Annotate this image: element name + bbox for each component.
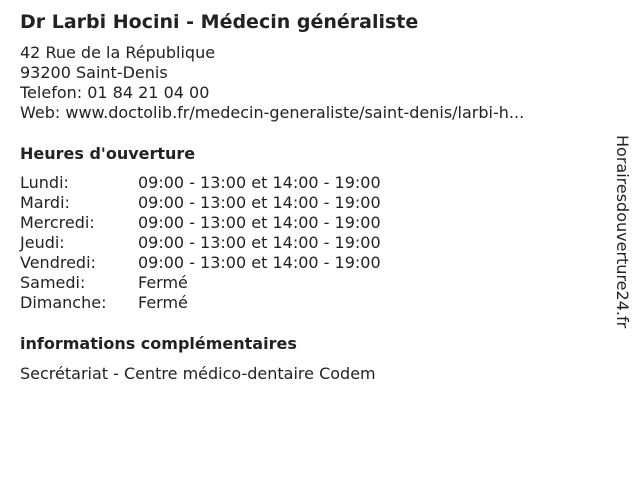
hours-row-sunday: [20, 293, 381, 313]
additional-info-text: Secrétariat - Centre médico-dentaire Codem: [20, 364, 376, 383]
day-label: Jeudi:: [20, 233, 65, 252]
page-title: Dr Larbi Hocini - Médecin généraliste: [20, 11, 419, 33]
day-label: Vendredi:: [20, 253, 96, 272]
day-label: Samedi:: [20, 273, 86, 292]
time-value: 09:00 - 13:00 et 14:00 - 19:00: [138, 253, 381, 272]
opening-hours-heading: Heures d'ouverture: [20, 144, 196, 163]
address-block: [20, 43, 524, 123]
hours-row-monday: [20, 173, 381, 193]
hours-row-friday: [20, 253, 381, 273]
time-value: 09:00 - 13:00 et 14:00 - 19:00: [138, 173, 381, 192]
time-value: Fermé: [138, 293, 188, 312]
day-label: Mercredi:: [20, 213, 95, 232]
day-label: Dimanche:: [20, 293, 107, 312]
time-value: Fermé: [138, 273, 188, 292]
time-value: 09:00 - 13:00 et 14:00 - 19:00: [138, 193, 381, 212]
additional-info-heading: informations complémentaires: [20, 334, 297, 353]
opening-hours-table: [20, 173, 381, 313]
hours-row-saturday: [20, 273, 381, 293]
street-address: 42 Rue de la République: [20, 43, 216, 62]
day-label: Lundi:: [20, 173, 69, 192]
site-watermark: Horairesdouverture24.fr: [613, 135, 632, 329]
hours-row-wednesday: [20, 213, 381, 233]
hours-row-thursday: [20, 233, 381, 253]
hours-row-tuesday: [20, 193, 381, 213]
phone-number: Telefon: 01 84 21 04 00: [20, 83, 210, 102]
city-address: 93200 Saint-Denis: [20, 63, 168, 82]
website-link[interactable]: Web: www.doctolib.fr/medecin-generaliste/saint-denis/larbi-h...: [20, 103, 525, 122]
time-value: 09:00 - 13:00 et 14:00 - 19:00: [138, 233, 381, 252]
day-label: Mardi:: [20, 193, 70, 212]
time-value: 09:00 - 13:00 et 14:00 - 19:00: [138, 213, 381, 232]
